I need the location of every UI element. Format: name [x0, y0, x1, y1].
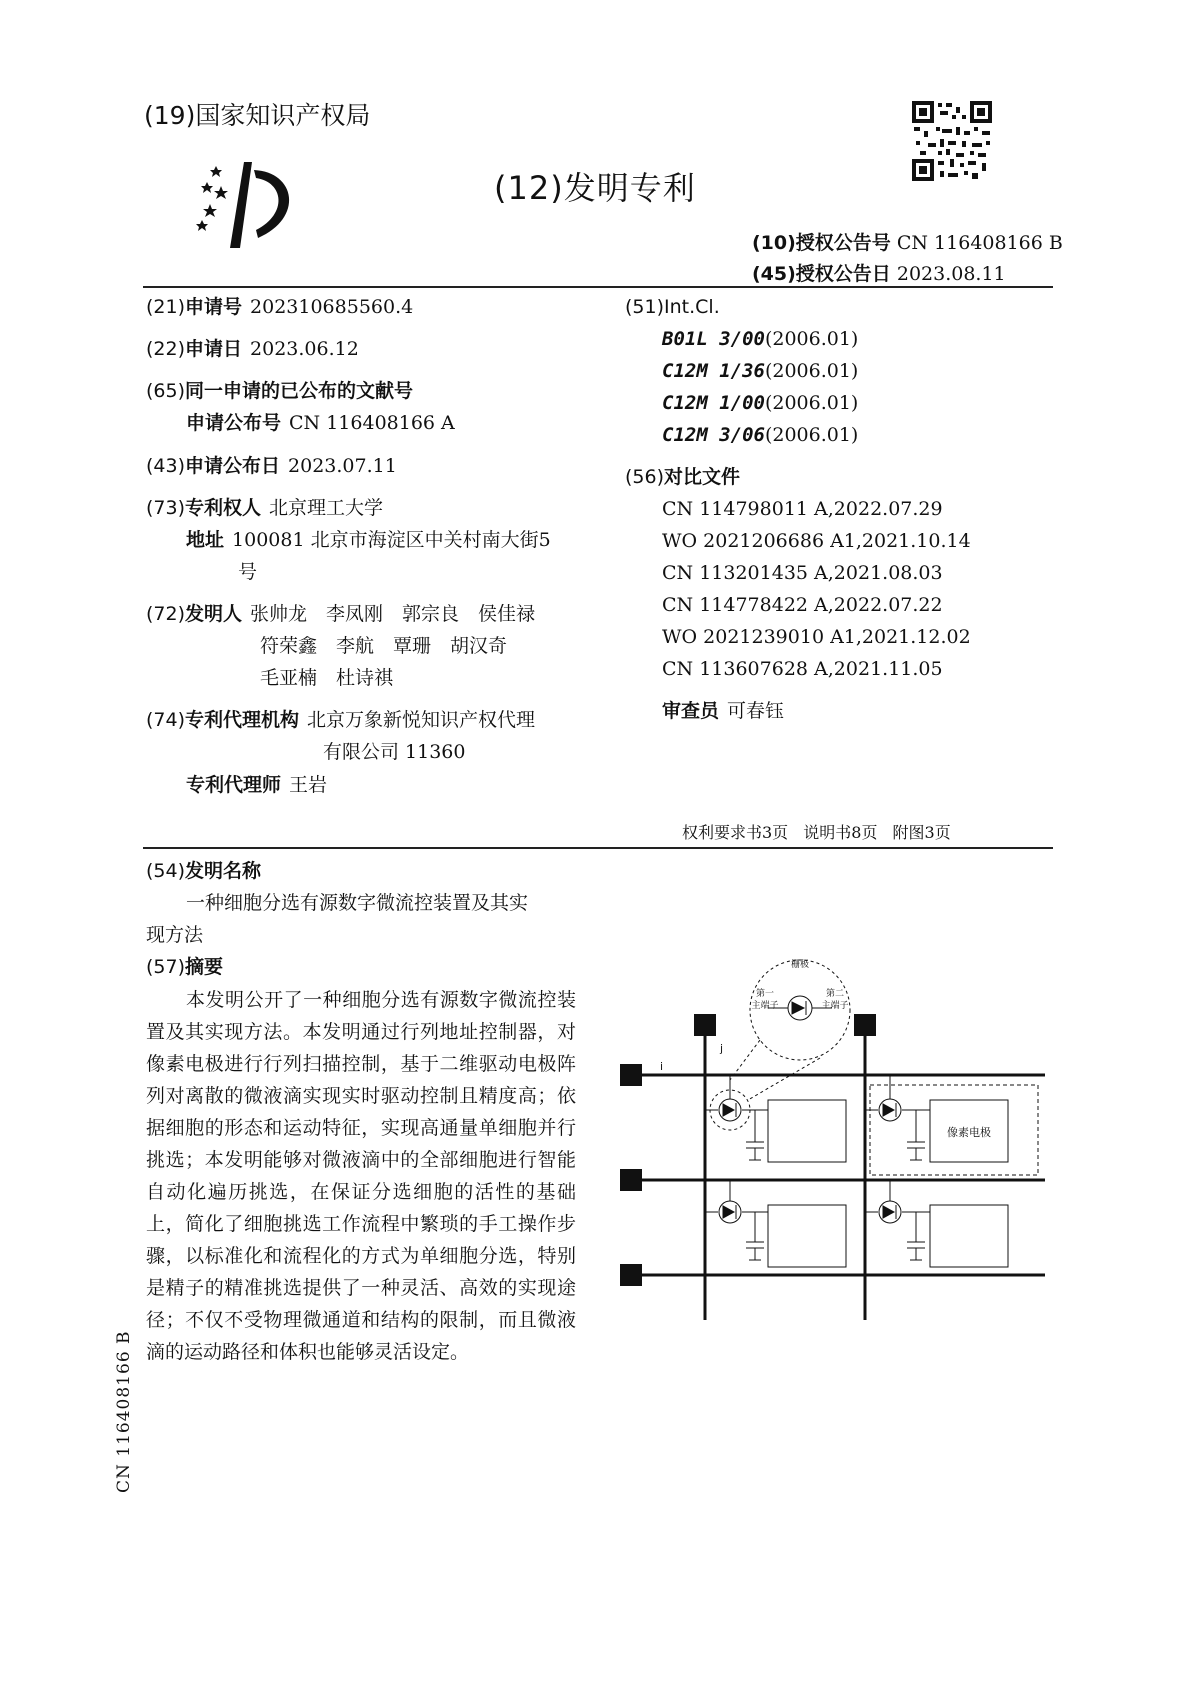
side-publication-number: CN 116408166 B — [114, 1330, 134, 1493]
star-icon — [214, 186, 228, 199]
first-terminal-label: 主端子 — [751, 1001, 779, 1011]
star-icon — [196, 220, 208, 231]
publication-number: CN 116408166 B — [896, 232, 1063, 254]
pixel-electrode — [930, 1205, 1008, 1267]
publication-number-label: (10)授权公告号 — [752, 232, 891, 254]
ipc-entry: C12M 1/36(2006.01) — [662, 360, 859, 382]
cited-reference: CN 114778422 A,2022.07.22 — [662, 594, 943, 616]
application-date: (22)申请日 2023.06.12 — [146, 338, 359, 360]
first-terminal-label: 第一 — [755, 989, 775, 999]
ipc-heading: (51)Int.Cl. — [625, 296, 720, 318]
gate-label: 栅极 — [790, 960, 810, 970]
cited-reference: CN 113607628 A,2021.11.05 — [662, 658, 943, 680]
column-index-label: j — [720, 1042, 724, 1055]
pixel-circuit — [865, 1180, 930, 1260]
application-publication-number: 申请公布号 CN 116408166 A — [186, 412, 455, 434]
pixel-circuit — [865, 1075, 930, 1160]
star-icon — [201, 182, 213, 193]
ipc-entry: C12M 3/06(2006.01) — [662, 424, 859, 446]
abstract-figure — [620, 950, 1060, 1330]
pixel-circuit — [705, 1075, 768, 1160]
column-terminal — [694, 1014, 716, 1036]
page-count-info: 权利要求书3页 说明书8页 附图3页 — [682, 823, 951, 842]
pixel-electrode — [768, 1205, 846, 1267]
abstract-text: 本发明公开了一种细胞分选有源数字微流控装置及其实现方法。本发明通过行列地址控制器，对像素电极进行行列扫描控制，基于二维驱动电极阵列对离散的微液滴实现实时驱动控制且精度高；依据细胞的形态和运动特征，实现高通量单细胞并行挑选；本发明能够对微液滴中的全部细胞进行智能自动化遍历挑选，在保证分选细胞的活性的基础上，简化了细胞挑选工作流程中繁琐的手工操作步骤，以标准化和流程化的方式为单细胞分选，特别是精子的精准挑选提供了一种灵活、高效的实现途径；不仅不受物理微通道和结构的限制，而且微液滴的运动路径和体积也能够灵活设定。 — [146, 989, 576, 1363]
section-divider — [143, 847, 1053, 849]
cited-references-heading: (56)对比文件 — [625, 466, 741, 488]
row-terminal — [620, 1169, 642, 1191]
patentee: (73)专利权人 北京理工大学 — [146, 497, 384, 519]
star-icon — [203, 204, 217, 217]
application-publication-date: (43)申请公布日 2023.07.11 — [146, 455, 397, 477]
row-terminal — [620, 1264, 642, 1286]
publication-number-row — [752, 228, 1063, 255]
cited-reference: CN 113201435 A,2021.08.03 — [662, 562, 943, 584]
patent-agent: 专利代理师 王岩 — [186, 774, 328, 796]
qr-code — [912, 101, 992, 181]
header-divider — [143, 286, 1053, 288]
cited-reference: CN 114798011 A,2022.07.29 — [662, 498, 943, 520]
patent-agency: (74)专利代理机构 北京万象新悦知识产权代理 — [146, 709, 536, 731]
second-terminal-label: 第二 — [825, 989, 845, 999]
invention-title: 一种细胞分选有源数字微流控装置及其实 — [186, 892, 529, 914]
pixel-electrode — [768, 1100, 846, 1162]
pixel-electrode-label: 像素电极 — [947, 1126, 991, 1139]
row-index-label: i — [660, 1060, 664, 1073]
cited-reference: WO 2021239010 A1,2021.12.02 — [662, 626, 971, 648]
inventors-line-2: 符荣鑫 李航 覃珊 胡汉奇 — [260, 635, 508, 657]
invention-title-heading: (54)发明名称 — [146, 860, 262, 882]
inventors-line-3: 毛亚楠 杜诗祺 — [260, 667, 394, 689]
row-terminal — [620, 1064, 642, 1086]
document-type: (12)发明专利 — [494, 169, 696, 207]
ipc-entry: C12M 1/00(2006.01) — [662, 392, 859, 414]
examiner: 审查员 可春钰 — [662, 700, 785, 722]
patentee-address-cont: 号 — [238, 561, 258, 583]
ipc-entry: B01L 3/00(2006.01) — [662, 328, 859, 350]
abstract-heading: (57)摘要 — [146, 956, 224, 978]
patentee-address: 地址 100081 北京市海淀区中关村南大街5 — [186, 529, 551, 551]
publication-date: 2023.08.11 — [896, 263, 1006, 285]
invention-title-cont: 现方法 — [146, 924, 204, 946]
column-terminal — [854, 1014, 876, 1036]
pixel-circuit — [705, 1180, 768, 1260]
star-icon — [210, 166, 222, 177]
cnipa-logo — [196, 162, 308, 248]
issuing-office: (19)国家知识产权局 — [144, 101, 371, 130]
inventors: (72)发明人 张帅龙 李凤刚 郭宗良 侯佳禄 — [146, 603, 536, 625]
application-number: (21)申请号 202310685560.4 — [146, 296, 414, 318]
prior-publication-heading: (65)同一申请的已公布的文献号 — [146, 380, 414, 402]
second-terminal-label: 主端子 — [821, 1001, 849, 1011]
patent-agency-cont: 有限公司 11360 — [323, 741, 466, 763]
cited-reference: WO 2021206686 A1,2021.10.14 — [662, 530, 971, 552]
publication-date-row — [752, 259, 1006, 286]
publication-date-label: (45)授权公告日 — [752, 263, 891, 285]
